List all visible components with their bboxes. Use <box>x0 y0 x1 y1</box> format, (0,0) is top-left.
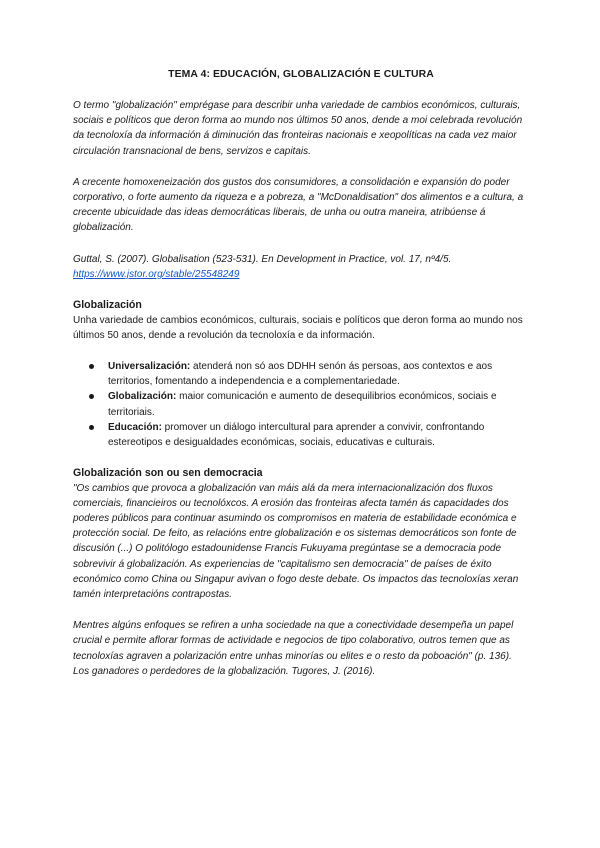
document-page <box>73 68 529 679</box>
citation-text: Guttal, S. (2007). Globalisation (523-531). En Development in Practice, vol. 17, nº4/5. <box>73 253 452 265</box>
bullet-term: Universalización: <box>108 360 191 372</box>
citation-link[interactable]: https://www.jstor.org/stable/25548249 <box>73 268 240 280</box>
democracia-closing: Mentres algúns enfoques se refiren a unha sociedade na que a conectividade desempeña un papel crucial e permite aflorar formas de actividade e negocios de tipo colaborativo, outros temen que as tecnoloxías agraven a polarización entre unhas minorías ou elites e o resto da poboación" (p. 136). Los ganadores o perdedores de la globalización. Tugores, J. (2016). <box>73 620 514 677</box>
bullet-text: atenderá non só aos DDHH senón ás persoas, aos contextos e aos territorios, fomentando a independencia e a complementariedade. <box>108 360 493 388</box>
intro-paragraph-2: A crecente homoxeneización dos gustos dos consumidores, a consolidación e expansión do poder corporativo, o forte aumento da riqueza e a pobreza, a "McDonaldisation" dos alimentos e a cultura, a crecente ubicuidade das ideas democráticas liberais, de unha ou outra maneira, atribúense á globalización. <box>73 176 524 234</box>
globalizacion-bullet-list <box>73 359 529 450</box>
citation-link-line <box>73 267 529 282</box>
intro-paragraph-1: O termo "globalización" emprégase para describir unha variedade de cambios económicos, culturais, sociais e políticos que deron forma ao mundo nos últimos 50 anos, dende a moi celebrada revolución da tecnoloxía da información á diminución das fronteiras nacionais e xeopolíticas na cada vez maior circulación transnacional de bens, servizos e capitais. <box>73 100 523 157</box>
bullet-icon <box>89 425 94 430</box>
bullet-text: promover un diálogo intercultural para aprender a convivir, confrontando estereotipos e desigualdades económicas, sociais, educativas e culturais. <box>108 421 485 448</box>
document-title: TEMA 4: EDUCACIÓN, GLOBALIZACIÓN E CULTURA <box>168 69 434 80</box>
bullet-icon <box>89 364 94 369</box>
globalizacion-definition: Unha variedade de cambios económicos, culturais, sociais e políticos que deron forma ao mundo nos últimos 50 anos, dende a revolución da tecnoloxía e da información. <box>73 314 523 341</box>
democracia-quote: "Os cambios que provoca a globalización van máis alá da mera internacionalización dos fluxos comerciais, financieiros ou tecnolóxcos. A erosión das fronteiras afecta tamén ás capacidades dos poderes públicos para continuar asumindo os compromisos en materia de estabilidade económica e protección social. De feito, as relacións entre globalización e os sistemas democráticos son fonte de discusión (...) O politólogo estadounidense Francis Fukuyama pregúntase se a democracia pode sobrevivir á globalización. As experiencias de "capitalismo sen democracia" de países de éxito económico como China ou Singapur avivan o fogo deste debate. Os impactos das tecnoloxías xeran tamén interpretacións contrapostas. <box>73 482 519 601</box>
bullet-icon <box>89 394 94 399</box>
section-heading-globalizacion: Globalización <box>73 299 142 312</box>
bullet-term: Educación: <box>108 421 162 433</box>
list-item <box>73 420 529 450</box>
bullet-term: Globalización: <box>108 391 177 403</box>
bullet-text: maior comunicación e aumento de desequilibrios económicos, sociais e territoriais. <box>108 391 497 418</box>
section-heading-democracia: Globalización son ou sen democracia <box>73 467 263 480</box>
list-item <box>73 359 529 389</box>
list-item <box>73 389 529 419</box>
